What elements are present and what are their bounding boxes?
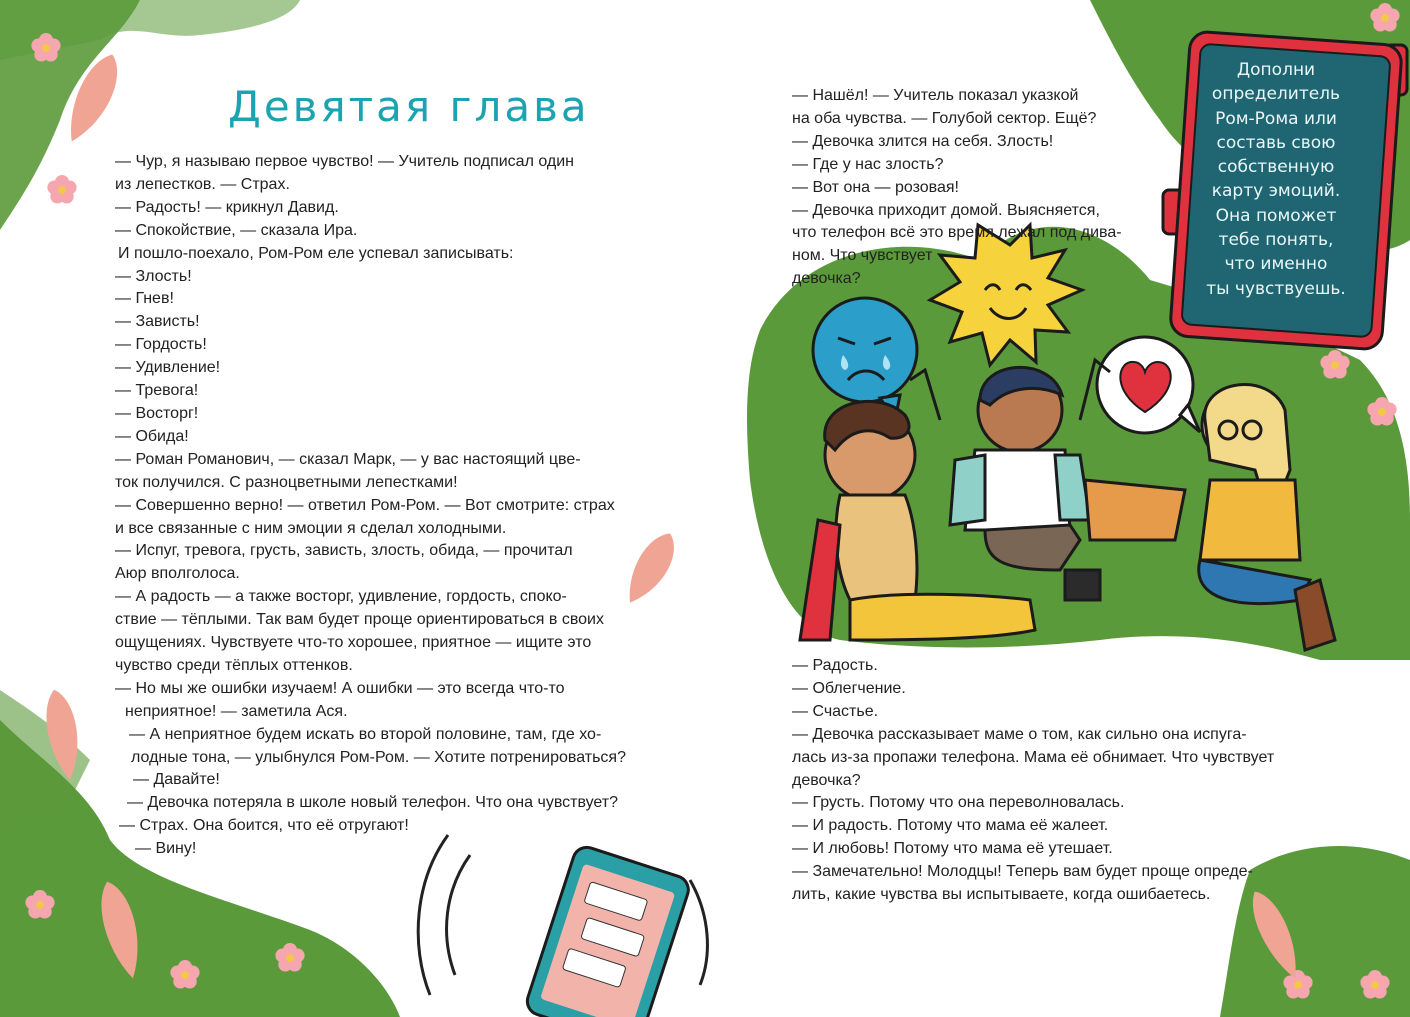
- paragraph-line: — Девочка приходит домой. Выясняется,: [792, 201, 1100, 219]
- paragraph-line: — Вину!: [135, 840, 197, 858]
- paragraph-line: — Где у нас злость?: [792, 155, 944, 173]
- board-line: карту эмоций.: [1211, 181, 1341, 202]
- paragraph-line: — Восторг!: [115, 404, 199, 422]
- paragraph-line: неприятное! — заметила Ася.: [125, 702, 348, 720]
- paragraph-line: — Девочка злится на себя. Злость!: [792, 132, 1054, 150]
- paragraph-line: что телефон всё это время лежал под дива-: [792, 224, 1122, 242]
- right-column-top-text: [792, 85, 1167, 291]
- paragraph-line: чувство среди тёплых оттенков.: [115, 656, 353, 674]
- paragraph-line: — Но мы же ошибки изучаем! А ошибки — это всегда что-то: [115, 679, 565, 697]
- board-line: что именно: [1224, 254, 1328, 275]
- paragraph-line: Аюр вполголоса.: [115, 565, 240, 583]
- paragraph-line: — Радость! — крикнул Давид.: [115, 198, 339, 216]
- paragraph-line: девочка?: [792, 771, 861, 789]
- paragraph-line: — И любовь! Потому что мама её утешает.: [792, 840, 1113, 858]
- board-line: собственную: [1217, 157, 1335, 178]
- paragraph-line: — Тревога!: [115, 382, 199, 400]
- paragraph-line: — А неприятное будем искать во второй половине, там, где хо-: [129, 725, 602, 743]
- paragraph-line: и все связанные с ним эмоции я сделал холодными.: [115, 519, 507, 537]
- paragraph-line: ощущениях. Чувствуете что-то хорошее, приятное — ищите это: [115, 634, 592, 652]
- right-column-bottom-text: [792, 655, 1327, 907]
- paragraph-line: — Чур, я называю первое чувство! — Учитель подписал один: [115, 153, 574, 170]
- paragraph-line: И пошло-поехало, Ром-Ром еле успевал записывать:: [118, 244, 514, 262]
- paragraph-line: — И радость. Потому что мама её жалеет.: [792, 817, 1109, 835]
- paragraph-line: — Девочка потеряла в школе новый телефон. Что она чувствует?: [127, 794, 619, 812]
- paragraph-line: — Давайте!: [133, 771, 220, 789]
- chapter-title: Девятая глава: [228, 82, 590, 131]
- board-line: определитель: [1211, 84, 1341, 105]
- paragraph-line: — Замечательно! Молодцы! Теперь вам будет проще опреде-: [792, 863, 1253, 881]
- paragraph-line: — Девочка рассказывает маме о том, как сильно она испуга-: [792, 725, 1247, 743]
- board-line: Ром-Рома или: [1215, 108, 1337, 129]
- paragraph-line: — Гнев!: [115, 290, 174, 308]
- paragraph-line: девочка?: [792, 270, 861, 288]
- paragraph-line: — Обида!: [115, 427, 189, 445]
- paragraph-line: — Злость!: [115, 267, 192, 285]
- paragraph-line: — Зависть!: [115, 313, 200, 331]
- board-line: ты чувствуешь.: [1206, 278, 1346, 299]
- paragraph-line: — Гордость!: [115, 336, 207, 354]
- paragraph-line: — Облегчение.: [792, 679, 906, 697]
- smartphone-icon: [418, 835, 707, 1017]
- board-line: составь свою: [1216, 132, 1336, 153]
- paragraph-line: лить, какие чувства вы испытываете, когда ошибаетесь.: [792, 886, 1211, 904]
- left-column-text: [115, 151, 626, 861]
- paragraph-line: — Удивление!: [115, 359, 221, 377]
- paragraph-line: ток получился. С разноцветными лепестками!: [115, 473, 458, 491]
- paragraph-line: лодные тона, — улыбнулся Ром-Ром. — Хотите потренироваться?: [131, 748, 626, 766]
- paragraph-line: лась из-за пропажи телефона. Мама её обнимает. Что чувствует: [792, 748, 1275, 766]
- paragraph-line: — Совершенно верно! — ответил Ром-Ром. — Вот смотрите: страх: [115, 496, 615, 514]
- board-line: Она поможет: [1215, 205, 1337, 226]
- paragraph-line: — Нашёл! — Учитель показал указкой: [792, 87, 1079, 104]
- paragraph-line: — Грусть. Потому что она переволновалась.: [792, 794, 1125, 812]
- paragraph-line: — Вот она — розовая!: [792, 178, 959, 196]
- paragraph-line: на оба чувства. — Голубой сектор. Ещё?: [792, 109, 1097, 127]
- paragraph-line: — А радость — а также восторг, удивление, гордость, споко-: [115, 588, 567, 606]
- paragraph-line: — Счастье.: [792, 702, 879, 720]
- board-callout-text: [1197, 58, 1355, 301]
- paragraph-line: — Спокойствие, — сказала Ира.: [115, 221, 358, 239]
- paragraph-line: — Роман Романович, — сказал Марк, — у вас настоящий цве-: [115, 450, 581, 468]
- paragraph-line: из лепестков. — Страх.: [115, 175, 290, 193]
- paragraph-line: ствие — тёплыми. Так вам будет проще ориентироваться в своих: [115, 611, 604, 629]
- board-line: Дополни: [1236, 60, 1316, 80]
- board-line: тебе понять,: [1218, 230, 1334, 251]
- paragraph-line: — Страх. Она боится, что её отругают!: [119, 817, 409, 835]
- paragraph-line: — Испуг, тревога, грусть, зависть, злость, обида, — прочитал: [115, 542, 573, 560]
- paragraph-line: — Радость.: [792, 657, 878, 674]
- paragraph-line: ном. Что чувствует: [792, 247, 933, 265]
